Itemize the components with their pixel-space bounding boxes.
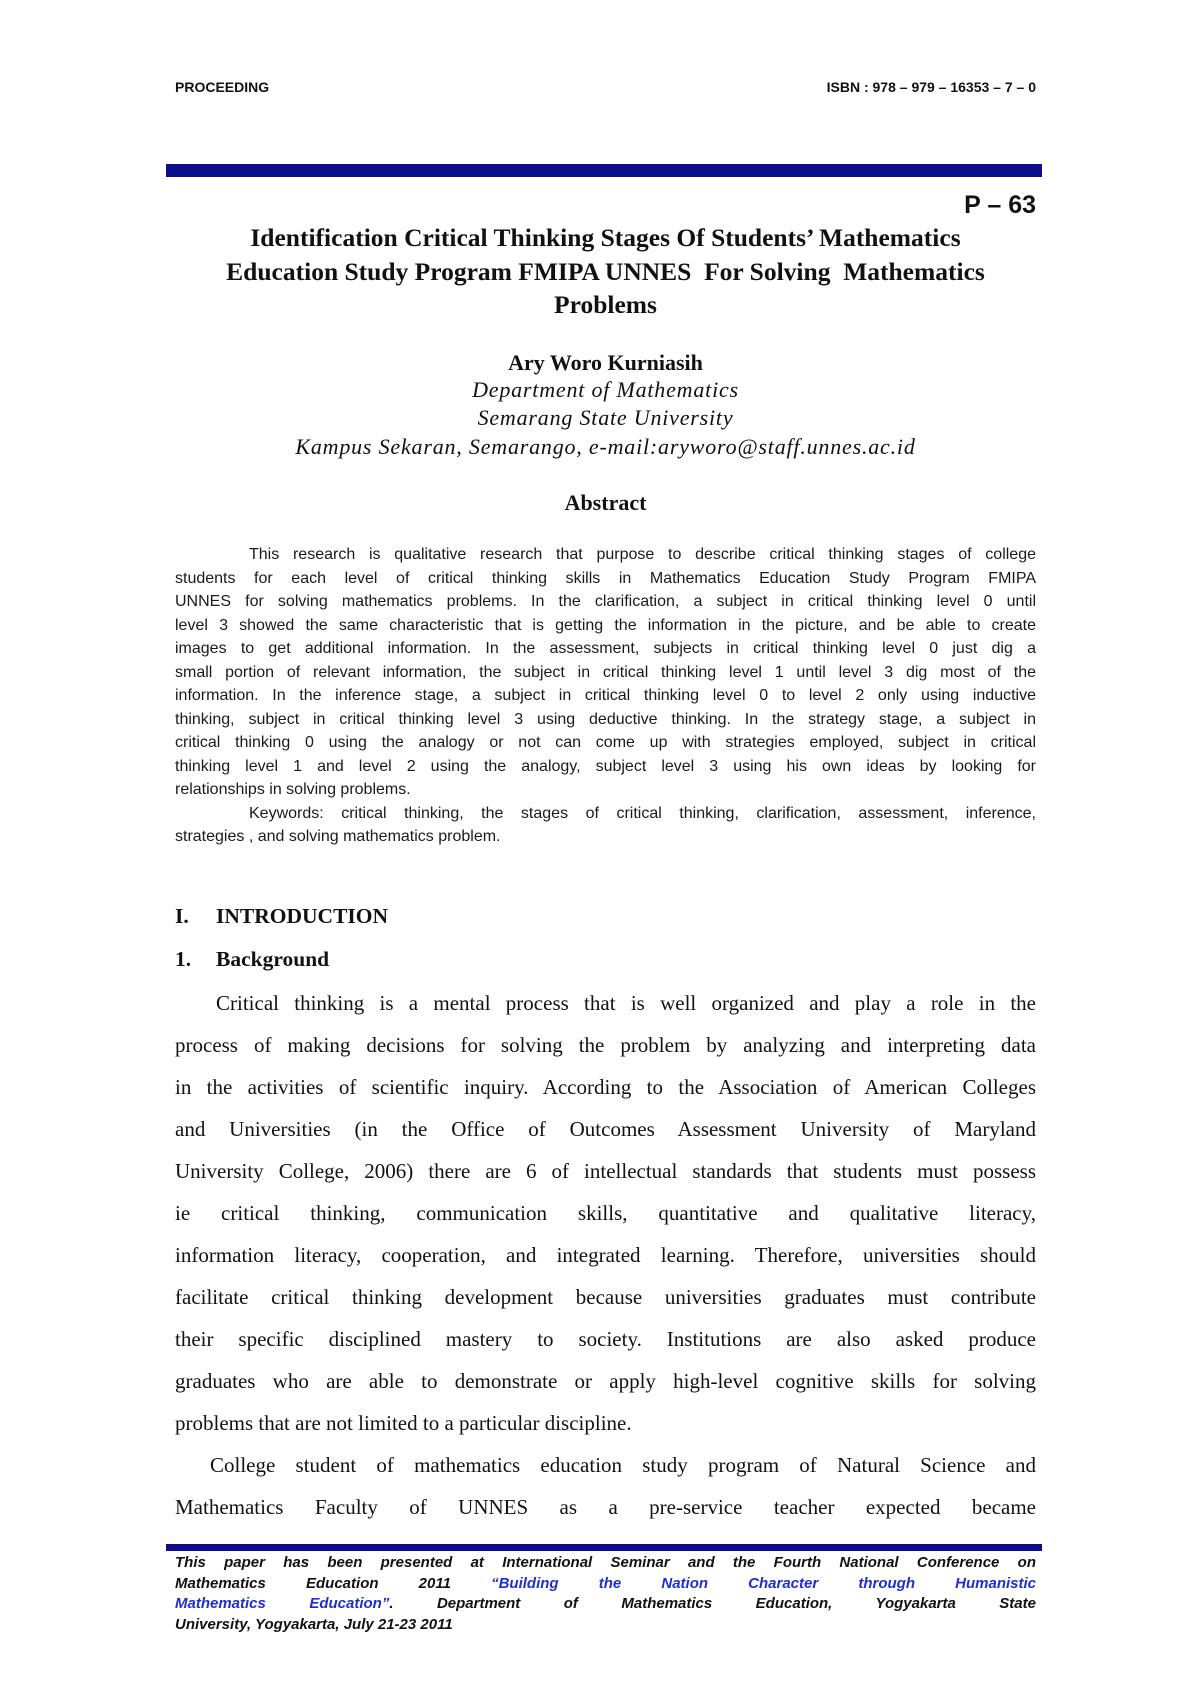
section-number: I. (175, 904, 189, 928)
body-line: facilitate critical thinking development because universities graduates must contribute (175, 1284, 1036, 1309)
abstract-line: information. In the inference stage, a subject in critical thinking level 0 to level 2 only using inductive (175, 687, 1036, 704)
footer-text-segment: University, Yogyakarta, July 21-23 2011 (175, 1616, 453, 1634)
subsection-number: 1. (175, 947, 192, 971)
abstract-heading: Abstract (564, 490, 647, 515)
keywords-line: Keywords: critical thinking, the stages of critical thinking, clarification, assessment, inference, (249, 804, 1036, 822)
abstract-line: This research is qualitative research that purpose to describe critical thinking stages of college (249, 546, 1036, 563)
footer-conference-theme: “Building the Nation Character through Humanistic (491, 1574, 1036, 1592)
body-line: their specific disciplined mastery to society. Institutions are also asked produce (175, 1326, 1036, 1351)
paper-title (175, 221, 1036, 322)
abstract-line: small portion of relevant information, the subject in critical thinking level 1 until level 3 dig most of the (175, 663, 1036, 681)
body-line: information literacy, cooperation, and integrated learning. Therefore, universities should (175, 1242, 1036, 1267)
header-rule (166, 164, 1042, 177)
abstract-line: critical thinking 0 using the analogy or not can come up with strategies employed, subject in critical (175, 734, 1036, 751)
body-line: Critical thinking is a mental process that is well organized and play a role in the (216, 990, 1036, 1015)
author-university: Semarang State University (477, 405, 734, 430)
body-line: in the activities of scientific inquiry. According to the Association of American Colleges (175, 1074, 1036, 1099)
author-name: Ary Woro Kurniasih (508, 350, 703, 375)
title-line: Problems (554, 290, 657, 319)
body-line: University College, 2006) there are 6 of intellectual standards that students must possess (175, 1158, 1036, 1183)
author-department: Department of Mathematics (472, 377, 739, 402)
keywords-line: strategies , and solving mathematics problem. (175, 828, 501, 845)
body-line: problems that are not limited to a particular discipline. (175, 1410, 632, 1435)
paper-code: P – 63 (964, 191, 1036, 219)
footer-line (175, 1615, 1036, 1636)
body-line: ie critical thinking, communication skills, quantitative and qualitative literacy, (175, 1200, 1036, 1225)
footer-rule (166, 1544, 1042, 1551)
footer-note (175, 1553, 1036, 1636)
running-header-isbn: ISBN : 978 – 979 – 16353 – 7 – 0 (826, 79, 1036, 95)
body-line: graduates who are able to demonstrate or apply high-level cognitive skills for solving (175, 1368, 1036, 1393)
title-line: Identification Critical Thinking Stages Of Students’ Mathematics (250, 223, 961, 252)
footer-text-segment: Mathematics Education 2011 (175, 1574, 492, 1592)
abstract-body (175, 543, 1036, 849)
body-line: and Universities (in the Office of Outcomes Assessment University of Maryland (175, 1116, 1036, 1141)
footer-text-segment: This paper has been presented at International Seminar and the Fourth National Conference on (175, 1554, 1036, 1571)
abstract-line: UNNES for solving mathematics problems. In the clarification, a subject in critical thinking level 0 until (175, 593, 1036, 610)
footer-line (175, 1574, 1036, 1595)
body-line: Mathematics Faculty of UNNES as a pre-service teacher expected became (175, 1494, 1036, 1519)
abstract-line: images to get additional information. In the assessment, subjects in critical thinking level 0 just dig a (175, 640, 1036, 657)
body-line: process of making decisions for solving the problem by analyzing and interpreting data (175, 1032, 1036, 1057)
title-line: Education Study Program FMIPA UNNES For Solving Mathematics (226, 256, 985, 286)
footer-line (175, 1594, 1036, 1615)
body-text (175, 982, 1036, 1528)
abstract-line: students for each level of critical thinking skills in Mathematics Education Study Program FMIPA (175, 569, 1036, 587)
body-line: College student of mathematics education study program of Natural Science and (210, 1452, 1036, 1477)
section-heading (175, 904, 575, 932)
running-header-proceeding: PROCEEDING (175, 79, 270, 95)
footer-text-segment: . Department of Mathematics Education, Yogyakarta State (389, 1595, 1036, 1613)
footer-conference-theme: Mathematics Education” (175, 1595, 390, 1613)
abstract-line: thinking level 1 and level 2 using the analogy, subject level 3 using his own ideas by looking for (175, 757, 1036, 775)
abstract-line: relationships in solving problems. (175, 781, 411, 798)
section-title: INTRODUCTION (216, 904, 389, 928)
footer-line (175, 1553, 1036, 1574)
abstract-line: level 3 showed the same characteristic that is getting the information in the picture, and be able to create (175, 616, 1036, 634)
abstract-line: thinking, subject in critical thinking level 3 using deductive thinking. In the strategy stage, a subject in (175, 710, 1036, 728)
author-address: Kampus Sekaran, Semarango, e-mail:aryworo@staff.unnes.ac.id (295, 434, 916, 459)
subsection-title: Background (216, 947, 330, 971)
subsection-heading (175, 947, 575, 975)
